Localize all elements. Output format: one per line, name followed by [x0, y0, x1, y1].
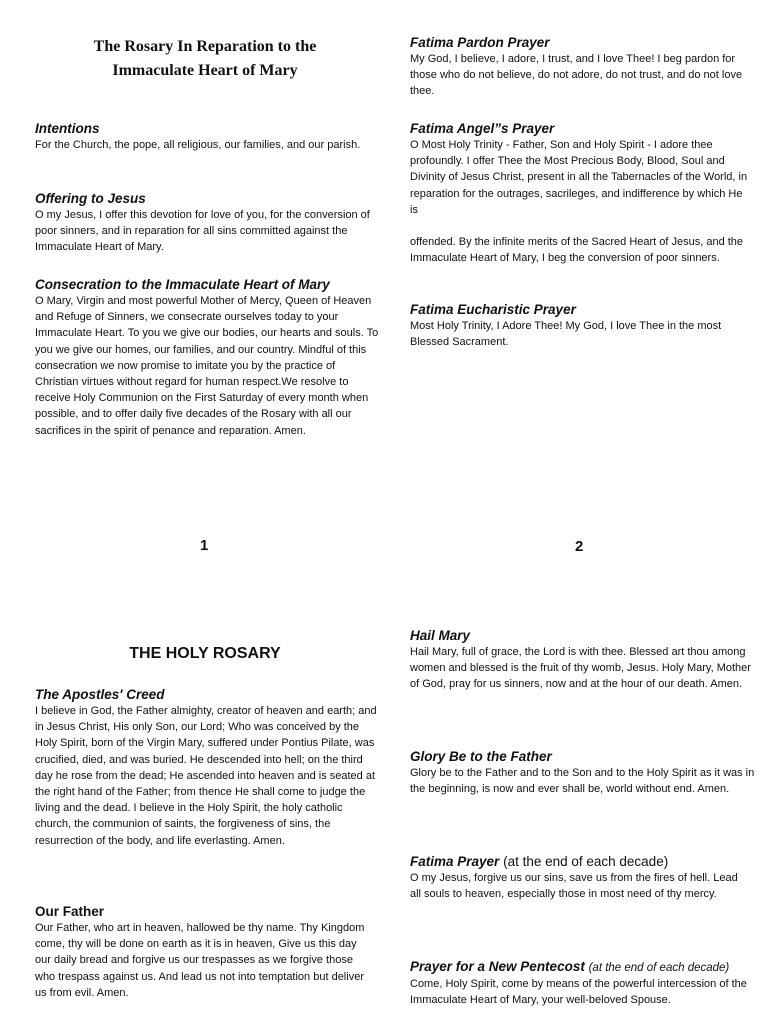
eucharistic-prayer-heading: Fatima Eucharistic Prayer: [410, 302, 576, 317]
glory-be-section: [410, 749, 755, 797]
pardon-prayer-section: [410, 35, 750, 100]
hail-mary-section: [410, 628, 755, 693]
fatima-prayer-heading: Fatima Prayer: [410, 854, 500, 869]
apostles-creed-text: I believe in God, the Father almighty, creator of heaven and earth; and in Jesus Christ, His only Son, our Lord; Who was conceived by the Holy Spirit, born of the Virgin Mary, suffered under Pontius Pilate, was crucified, died, and was buried. He descended into hell; on the third day he rose from the dead; He ascended into heaven and is seated at the right hand of the Father; from thence He shall come to judge the living and the dead. I believe in the Holy Spirit, the holy catholic church, the communion of saints, the forgiveness of sins, the resurrection of the body, and life everlasting. Amen.: [35, 705, 377, 847]
fatima-prayer-text: O my Jesus, forgive us our sins, save us from the fires of hell. Lead all souls to heaven, especially those in most need of thy mercy.: [410, 872, 738, 901]
offering-heading: Offering to Jesus: [35, 191, 146, 206]
holy-rosary-title-block: [35, 645, 375, 663]
pardon-prayer-text: My God, I believe, I adore, I trust, and I love Thee! I beg pardon for those who do not believe, do not adore, do not trust, and do not love thee.: [410, 53, 743, 98]
pentecost-prayer-heading-line: [410, 959, 755, 976]
intentions-section: [35, 121, 375, 153]
angel-prayer-heading: Fatima Angel”s Prayer: [410, 121, 555, 136]
pardon-prayer-heading: Fatima Pardon Prayer: [410, 35, 550, 50]
angel-prayer-text: O Most Holy Trinity - Father, Son and Holy Spirit - I adore thee profoundly. I offer Thee the Most Precious Body, Blood, Soul and Divinity of Jesus Christ, present in all the Tabernacles of the World, in reparation for the outrages, sacrileges, and indifference by which He is: [410, 139, 748, 216]
offering-text: O my Jesus, I offer this devotion for love of you, for the conversion of poor sinners, and in reparation for all sins committed against the Immaculate Heart of Mary.: [35, 209, 370, 254]
fatima-prayer-heading-line: [410, 854, 750, 870]
our-father-heading: Our Father: [35, 904, 105, 919]
our-father-text: Our Father, who art in heaven, hallowed be thy name. Thy Kingdom come, thy will be done on earth as it is in heaven, Give us this day our daily bread and forgive us our trespasses as we forgive those who trespass against us. And lead us not into temptation but deliver us from evil. Amen.: [35, 922, 365, 999]
eucharistic-prayer-section: [410, 302, 750, 350]
angel-prayer-continued: [410, 234, 750, 266]
fatima-prayer-note: (at the end of each decade): [503, 854, 669, 869]
document-title-line-1: The Rosary In Reparation to the: [93, 38, 317, 55]
holy-rosary-title: THE HOLY ROSARY: [129, 645, 281, 662]
document-title: [35, 35, 375, 83]
glory-be-heading: Glory Be to the Father: [410, 749, 552, 764]
our-father-section: [35, 904, 375, 1001]
angel-prayer-section: [410, 121, 750, 218]
apostles-creed-section: [35, 687, 380, 849]
page-number-1: 1: [200, 537, 209, 554]
consecration-text: O Mary, Virgin and most powerful Mother of Mercy, Queen of Heaven and Refuge of Sinners, we consecrate ourselves today to your Immaculate Heart. To you we give our bodies, our hearts and souls. To you we give our homes, our families, and our country. Mindful of this consecration we now promise to imitate you by the practice of Christian virtues without regard for human respect.We resolve to receive Holy Communion on the First Saturday of every month when possible, and to offer daily five decades of the Rosary with all our sacrifices in the spirit of penance and reparation. Amen.: [35, 295, 379, 437]
document-title-line-2: Immaculate Heart of Mary: [112, 62, 298, 79]
pentecost-prayer-heading: Prayer for a New Pentecost: [410, 959, 585, 974]
apostles-creed-heading: The Apostles' Creed: [35, 687, 165, 702]
intentions-heading: Intentions: [35, 121, 100, 136]
consecration-heading: Consecration to the Immaculate Heart of Mary: [35, 277, 330, 292]
angel-prayer-continued-text: offended. By the infinite merits of the Sacred Heart of Jesus, and the Immaculate Heart of Mary, I beg the conversion of poor sinners.: [410, 236, 744, 265]
pentecost-prayer-text: Come, Holy Spirit, come by means of the powerful intercession of the Immaculate Heart of Mary, your well-beloved Spouse.: [410, 978, 747, 1007]
pentecost-prayer-section: [410, 959, 755, 1008]
fatima-prayer-section: [410, 854, 750, 902]
offering-section: [35, 191, 375, 256]
glory-be-text: Glory be to the Father and to the Son and to the Holy Spirit as it was in the beginning, is now and ever shall be, world without end. Amen.: [410, 767, 755, 796]
hail-mary-heading: Hail Mary: [410, 628, 471, 643]
eucharistic-prayer-text: Most Holy Trinity, I Adore Thee! My God, I love Thee in the most Blessed Sacrament.: [410, 320, 722, 349]
consecration-section: [35, 277, 380, 439]
hail-mary-text: Hail Mary, full of grace, the Lord is with thee. Blessed art thou among women and blessed is the fruit of thy womb, Jesus. Holy Mary, Mother of God, pray for us sinners, now and at the hour of our death. Amen.: [410, 646, 751, 691]
intentions-text: For the Church, the pope, all religious, our families, and our parish.: [35, 139, 361, 151]
page-number-2: 2: [575, 538, 584, 555]
pentecost-prayer-note: (at the end of each decade): [588, 962, 730, 974]
